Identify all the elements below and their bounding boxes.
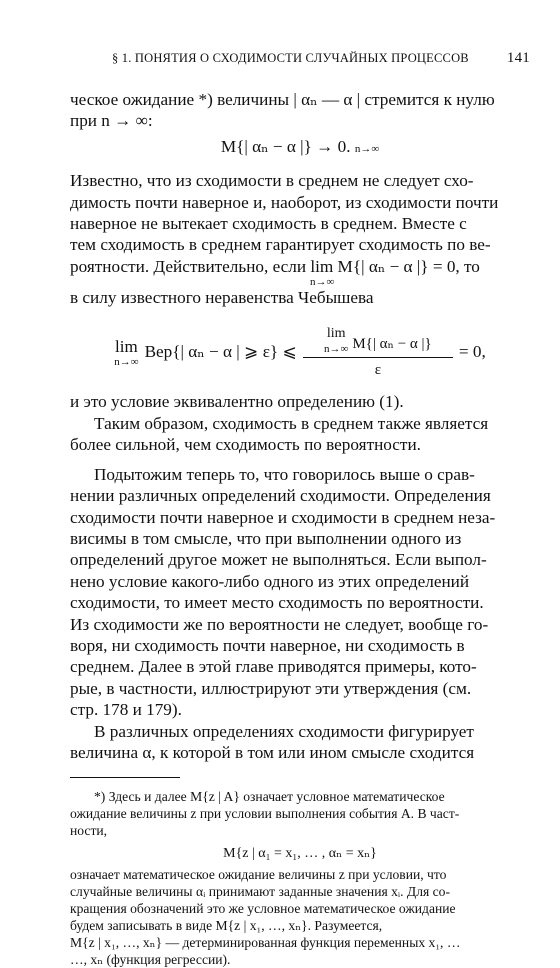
book-page <box>70 50 530 968</box>
text-line: при n → ∞: <box>70 111 153 131</box>
text-line: Известно, что из сходимости в среднем не следует схо- <box>70 171 474 191</box>
text-line: висимы в том смысле, что при выполнении одного из <box>70 528 462 548</box>
text-line: тем сходимость в среднем гарантирует сходимость по ве- <box>70 235 491 255</box>
text-line: Из сходимости же по вероятности не следует, вообще го- <box>70 614 489 634</box>
main-text <box>70 89 530 763</box>
formula-text: M{| αₙ − α |} → 0. <box>220 136 351 156</box>
footnote-line: M{z | x₁, …, xₙ} — детерминированная функция переменных x₁, … <box>70 935 461 951</box>
text-line: величина α, к которой в том или ином смысле сходится <box>70 742 475 762</box>
text-line: рые, в частности, иллюстрируют эти утверждения (см. <box>70 678 472 698</box>
limit-operator: lim n→∞ <box>114 336 139 369</box>
footnote-line: ности, <box>70 823 108 839</box>
text-line: и это условие эквивалентно определению (1). <box>70 392 404 412</box>
footnote-line: случайные величины αᵢ принимают заданные значения xᵢ. Для со- <box>70 884 451 900</box>
footnote <box>70 788 530 968</box>
text-line: воря, ни сходимость почти наверное, ни сходимость в <box>70 635 465 655</box>
footnote-line: будем записывать в виде M{z | x₁, …, xₙ}. Разумеется, <box>70 918 383 934</box>
text-line: в силу известного неравенства Чебышева <box>70 288 374 308</box>
formula-mean-convergence <box>70 136 530 160</box>
text-line: В различных определениях сходимости фигурирует <box>94 721 474 741</box>
footnote-line: означает математическое ожидание величины z при условии, что <box>70 867 447 883</box>
text-line: сходимости почти наверное и сходимости в среднем неза- <box>70 507 496 527</box>
lim-subscript: n→∞ <box>310 276 335 289</box>
formula-subscript: n→∞ <box>354 142 380 155</box>
footnote-formula: M{z | α₁ = x₁, … , αₙ = xₙ} <box>223 846 377 862</box>
fraction-bar <box>303 357 453 358</box>
fraction <box>303 323 453 382</box>
text-line: нено условие какого-либо одного из этих определений <box>70 571 470 591</box>
fraction-denominator: ε <box>374 362 382 379</box>
text-line: более сильной, чем сходимость по вероятности. <box>70 435 421 455</box>
running-title: § 1. ПОНЯТИЯ О СХОДИМОСТИ СЛУЧАЙНЫХ ПРОЦЕССОВ <box>112 51 469 65</box>
footnote-line: …, xₙ (функция регрессии). <box>70 952 231 968</box>
fraction-numerator: lim n→∞ M{| αₙ − α |} <box>323 325 432 356</box>
running-header <box>112 50 530 67</box>
text-line: нении различных определений сходимости. Определения <box>70 486 491 506</box>
footnote-divider <box>70 777 180 778</box>
text-line: димость почти наверное и, наоборот, из сходимости почти <box>70 192 499 212</box>
footnote-line: кращения обозначений это же условное математическое ожидание <box>70 901 456 917</box>
text-line: стр. 178 и 179). <box>70 700 182 720</box>
formula-rhs: = 0, <box>458 342 486 362</box>
chebyshev-formula <box>70 323 530 382</box>
text-line: среднем. Далее в этой главе приводятся примеры, кото- <box>70 657 477 677</box>
text-line: определений другое может не выполняться. Если выпол- <box>70 550 487 570</box>
text-line: сходимости, то имеет место сходимость по вероятности. <box>70 593 484 613</box>
text-line: роятности. Действительно, если lim M{| αₙ − α |} = 0, то <box>70 256 480 276</box>
text-line: Таким образом, сходимость в среднем также является <box>94 413 489 433</box>
page-number: 141 <box>506 50 530 66</box>
footnote-line: ожидание величины z при условии выполнения события A. В част- <box>70 806 460 822</box>
text-line: Подытожим теперь то, что говорилось выше о срав- <box>94 464 475 484</box>
text-line: ческое ожидание *) величины | αₙ — α | стремится к нулю <box>70 90 495 109</box>
footnote-line: *) Здесь и далее M{z | A} означает условное математическое <box>94 789 445 805</box>
text-line: наверное не вытекает сходимость в среднем. Вместе с <box>70 214 467 234</box>
formula-lhs: Вер{| αₙ − α | ⩾ ε} ⩽ <box>144 342 297 362</box>
